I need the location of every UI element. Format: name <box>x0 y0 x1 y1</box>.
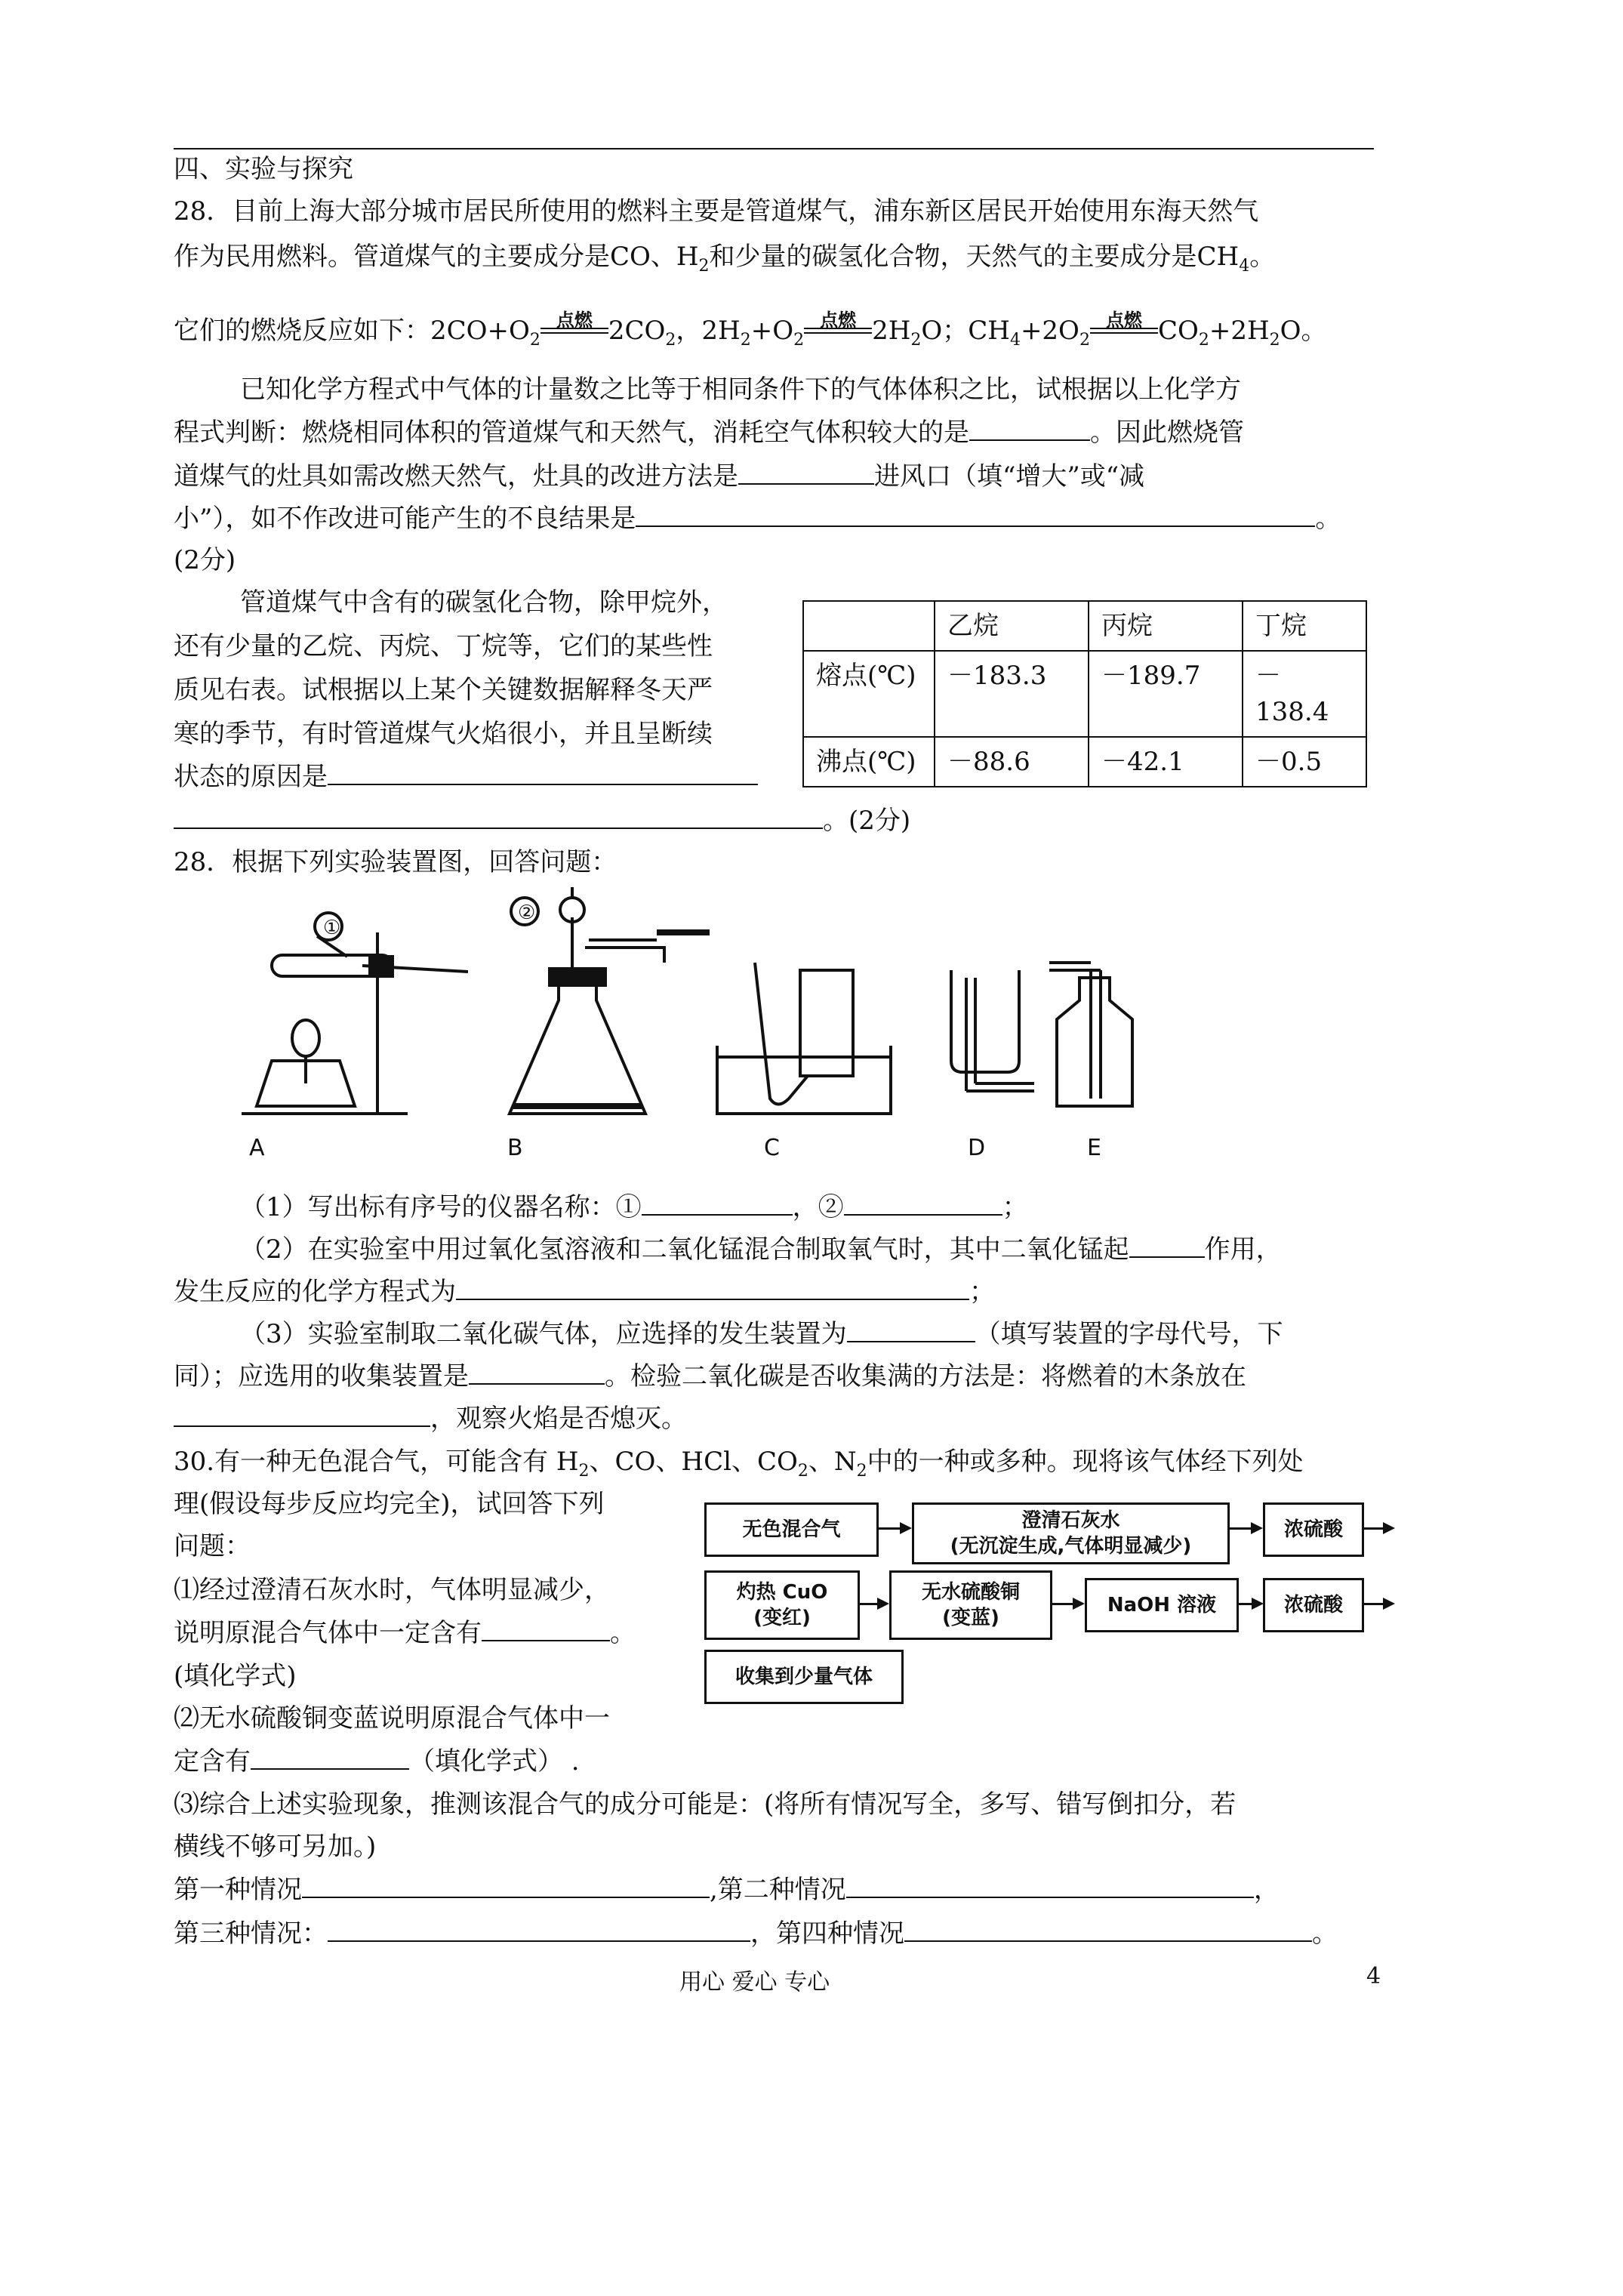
q28a-line2: 作为民用燃料。管道煤气的主要成分是CO、$H_2$和少量的碳氢化合物，天然气的主要成分是$CH_4$。 <box>174 242 1276 276</box>
label-c: C <box>764 1135 780 1161</box>
alkane-property-table <box>802 600 1367 787</box>
answer-blank[interactable] <box>174 800 823 829</box>
flow-box-sulfuric-acid-2: 浓硫酸 <box>1263 1578 1364 1632</box>
q30-line5: 说明原混合气体中一定含有 。 <box>174 1613 636 1653</box>
apparatus-e <box>1049 963 1132 1106</box>
q28a-p2-line2: 程式判断：燃烧相同体积的管道煤气和天然气，消耗空气体积较大的是 。因此燃烧管 <box>174 412 1244 452</box>
q30-line9: ⑶综合上述实验现象，推测该混合气的成分可能是：(将所有情况写全，多写、错写倒扣分，若 <box>174 1789 1236 1820</box>
header-rule <box>174 148 1374 149</box>
table-row: 沸点(℃) －88.6 －42.1 －0.5 <box>803 737 1366 787</box>
q28a-p2-line3: 道煤气的灶具如需改燃天然气，灶具的改进方法是 进风口（填“增大”或“减 <box>174 456 1144 496</box>
q28a-p3-line3: 质见右表。试根据以上某个关键数据解释冬天严 <box>174 675 713 705</box>
apparatus-a <box>242 913 468 1114</box>
arrow-icon <box>877 1527 909 1530</box>
answer-blank[interactable] <box>904 1913 1312 1942</box>
flow-box-collected-gas: 收集到少量气体 <box>704 1650 904 1704</box>
label-e: E <box>1087 1135 1101 1161</box>
q28b-s3-line3: ，观察火焰是否熄灭。 <box>174 1398 687 1438</box>
q30-line2: 理(假设每步反应均完全)，试回答下列 <box>174 1489 605 1519</box>
answer-blank[interactable] <box>847 1314 975 1342</box>
arrow-icon <box>1362 1603 1392 1605</box>
answer-blank[interactable] <box>174 1398 430 1427</box>
label-d: D <box>968 1135 986 1161</box>
answer-blank[interactable] <box>328 1913 750 1942</box>
label-b: B <box>507 1135 523 1161</box>
q30-line1: 30.有一种无色混合气，可能含有 $H_2$、CO、HCl、$CO_2$、$N_2$中的一种或多种。现将该气体经下列处 <box>174 1447 1304 1481</box>
q30-line11: 第一种情况 ,第二种情况 ， <box>174 1869 1280 1909</box>
reaction-arrow: 点燃 <box>540 317 608 347</box>
answer-blank[interactable] <box>456 1271 969 1300</box>
q28a-p3-line2: 还有少量的乙烷、丙烷、丁烷等，它们的某些性 <box>174 631 713 661</box>
arrow-icon <box>1362 1527 1392 1530</box>
table-row: 乙烷 丙烷 丁烷 <box>803 601 1366 651</box>
arrow-icon <box>1236 1603 1261 1605</box>
q30-line12: 第三种情况： ，第四种情况 。 <box>174 1913 1338 1953</box>
answer-blank[interactable] <box>482 1613 610 1641</box>
q28b-s1: （1）写出标有序号的仪器名称：① ，② ； <box>240 1187 1028 1227</box>
apparatus-c <box>717 963 891 1114</box>
arrow-icon <box>1228 1527 1260 1530</box>
answer-blank[interactable] <box>636 498 1315 527</box>
q28a-p2-line1: 已知化学方程式中气体的计量数之比等于相同条件下的气体体积之比，试根据以上化学方 <box>240 374 1241 405</box>
answer-blank[interactable] <box>642 1187 793 1216</box>
q28b-s2-line1: （2）在实验室中用过氧化氢溶液和二氧化锰混合制取氧气时，其中二氧化锰起 作用， <box>240 1229 1282 1269</box>
apparatus-diagram <box>226 887 1208 1166</box>
flow-box-anhydrous-cuso4: 无水硫酸铜 (变蓝) <box>889 1570 1052 1640</box>
q28a-p3-line1: 管道煤气中含有的碳氢化合物，除甲烷外， <box>240 587 728 618</box>
answer-blank[interactable] <box>251 1741 409 1770</box>
flow-box-hot-cuo: 灼热 CuO (变红) <box>704 1570 860 1640</box>
answer-blank[interactable] <box>844 1187 1002 1216</box>
q30-line6: (填化学式) <box>174 1661 297 1691</box>
q28a-p3-line5: 状态的原因是 <box>174 757 758 797</box>
q28b-title: 28．根据下列实验装置图，回答问题： <box>174 847 617 877</box>
table-row: 熔点(℃) －183.3 －189.7 － 138.4 <box>803 651 1366 737</box>
answer-blank[interactable] <box>469 1356 605 1385</box>
q28a-p3-line6: 。(2分) <box>174 800 910 840</box>
q30-line10: 横线不够可另加。) <box>174 1832 377 1862</box>
answer-blank[interactable] <box>846 1869 1254 1898</box>
arrow-icon <box>1050 1603 1082 1605</box>
label-a: A <box>249 1135 265 1161</box>
q28a-line1: 28．目前上海大部分城市居民所使用的燃料主要是管道煤气，浦东新区居民开始使用东海天然气 <box>174 196 1259 227</box>
score-label: (2分) <box>174 545 236 575</box>
q28a-p2-line4: 小”），如不作改进可能产生的不良结果是 。 <box>174 498 1341 538</box>
answer-blank[interactable] <box>738 456 874 485</box>
footer-motto: 用心 爱心 专心 <box>679 1969 830 1996</box>
q28b-s2-line2: 发生反应的化学方程式为 ； <box>174 1271 995 1311</box>
q28b-s3-line2: 同）；应选用的收集装置是 。检验二氧化碳是否收集满的方法是：将燃着的木条放在 <box>174 1356 1246 1396</box>
apparatus-b <box>510 887 710 1114</box>
q30-line8: 定含有 （填化学式） . <box>174 1741 580 1781</box>
flow-box-naoh: NaOH 溶液 <box>1085 1578 1239 1632</box>
flow-box-mixed-gas: 无色混合气 <box>704 1502 879 1557</box>
q30-line7: ⑵无水硫酸铜变蓝说明原混合气体中一 <box>174 1703 610 1734</box>
marker-1-label: ① <box>323 917 341 939</box>
q28b-s3-line1: （3）实验室制取二氧化碳气体，应选择的发生装置为 （填写装置的字母代号，下 <box>240 1314 1283 1354</box>
marker-2-label: ② <box>518 901 536 924</box>
answer-blank[interactable] <box>328 757 758 785</box>
section-title: 四、实验与探究 <box>174 154 353 184</box>
flow-box-limewater: 澄清石灰水 (无沉淀生成,气体明显减少) <box>912 1502 1230 1564</box>
combustion-equations: 它们的燃烧反应如下：$2CO+O_2$ 点燃 $2CO_2$，$2H_2+O_2$ 点燃 $2H_2O$；$CH_4+2O_2$ 点燃 $CO_2+2H_2O$。 <box>174 310 1327 350</box>
answer-blank[interactable] <box>302 1869 710 1898</box>
q28a-p3-line4: 寒的季节，有时管道煤气火焰很小，并且呈断续 <box>174 719 713 749</box>
answer-blank[interactable] <box>1129 1229 1205 1258</box>
q30-line3: 问题： <box>174 1531 251 1561</box>
apparatus-d <box>951 970 1034 1091</box>
arrow-icon <box>858 1603 886 1605</box>
flow-box-sulfuric-acid-1: 浓硫酸 <box>1263 1502 1364 1557</box>
page-number: 4 <box>1366 1963 1381 1989</box>
answer-blank[interactable] <box>969 412 1090 441</box>
q30-line4: ⑴经过澄清石灰水时，气体明显减少， <box>174 1575 610 1605</box>
